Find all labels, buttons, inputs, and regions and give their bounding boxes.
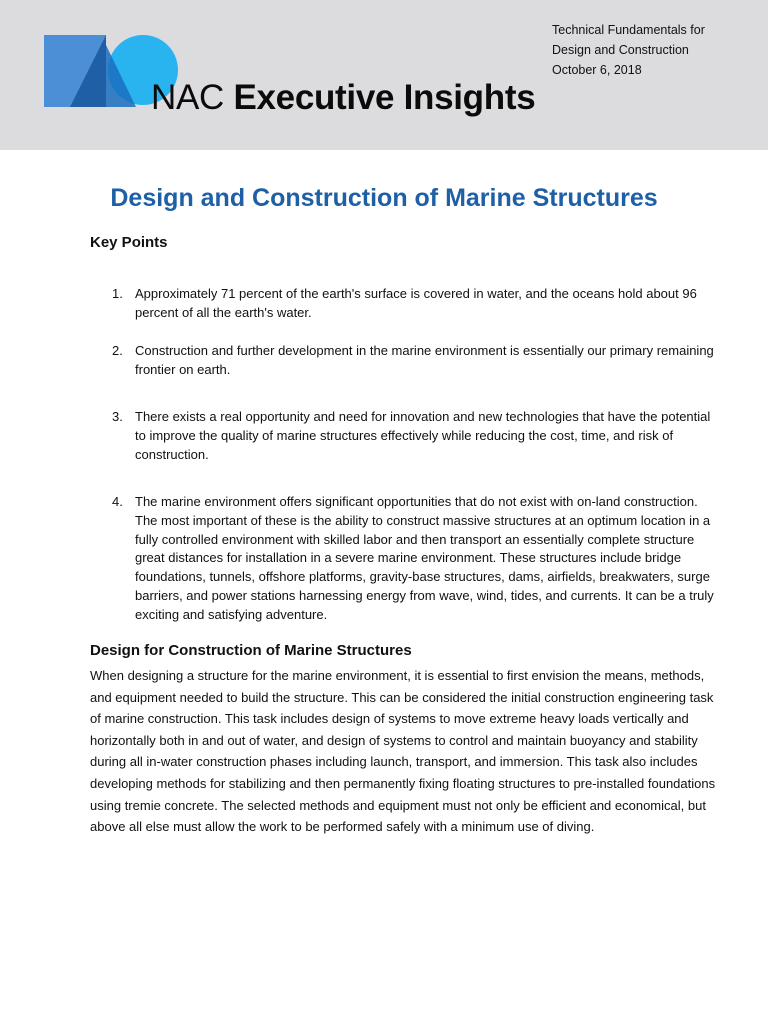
key-point-number: 1. bbox=[112, 286, 123, 301]
key-point-item bbox=[90, 342, 720, 380]
brand-title bbox=[151, 76, 535, 120]
key-point-text: Construction and further development in the marine environment is essentially our primary remaining frontier on earth. bbox=[135, 343, 714, 377]
key-points-heading: Key Points bbox=[90, 234, 168, 251]
brand-prefix: NAC bbox=[151, 78, 224, 117]
key-point-text: There exists a real opportunity and need for innovation and new technologies that have the potential to improve the quality of marine structures effectively while reducing the cost, time, and risk of construction. bbox=[135, 409, 711, 462]
key-point-text: Approximately 71 percent of the earth's surface is covered in water, and the oceans hold about 96 percent of all the earth's water. bbox=[135, 286, 697, 320]
page-header bbox=[0, 0, 768, 150]
key-point-item bbox=[90, 408, 720, 464]
section-body: When designing a structure for the marine environment, it is essential to first envision the means, methods, and equipment needed to build the structure. This can be considered the initial construction engineering task of marine construction. This task includes design of systems to move extreme heavy loads vertically and horizontally both in and out of water, and design of systems to control and maintain buoyancy and stability during all in-water construction phases including launch, transport, and immersion. This task also includes developing methods for stabilizing and then permanently fixing floating structures to pre-installed foundations using tremie concrete. The selected methods and equipment must not only be efficient and economical, but above all else must allow the work to be performed safely with a minimum use of diving. bbox=[90, 668, 716, 835]
section-heading: Design for Construction of Marine Structures bbox=[90, 642, 412, 659]
meta-line: Design and Construction bbox=[552, 43, 689, 57]
key-point-text: The marine environment offers significant opportunities that do not exist with on-land construction. The most important of these is the ability to construct massive structures at an optimum location in a fully controlled environment with skilled labor and then transport an essentially complete structure great distances for installation in a severe marine environment. These structures include bridge foundations, tunnels, offshore platforms, gravity-base structures, dams, airfields, breakwaters, surge barriers, and power stations harnessing energy from wave, wind, tides, and currents. It can be a truly exciting and satisfying adventure. bbox=[135, 494, 714, 622]
document-title: Design and Construction of Marine Structures bbox=[110, 184, 658, 212]
brand-suffix: Executive Insights bbox=[233, 78, 536, 117]
key-point-item bbox=[90, 285, 720, 323]
key-point-number: 4. bbox=[112, 494, 123, 509]
header-meta bbox=[552, 20, 705, 80]
key-point-item bbox=[90, 493, 720, 625]
meta-date: October 6, 2018 bbox=[552, 63, 642, 77]
key-point-number: 3. bbox=[112, 409, 123, 424]
meta-line: Technical Fundamentals for bbox=[552, 23, 705, 37]
key-point-number: 2. bbox=[112, 343, 123, 358]
